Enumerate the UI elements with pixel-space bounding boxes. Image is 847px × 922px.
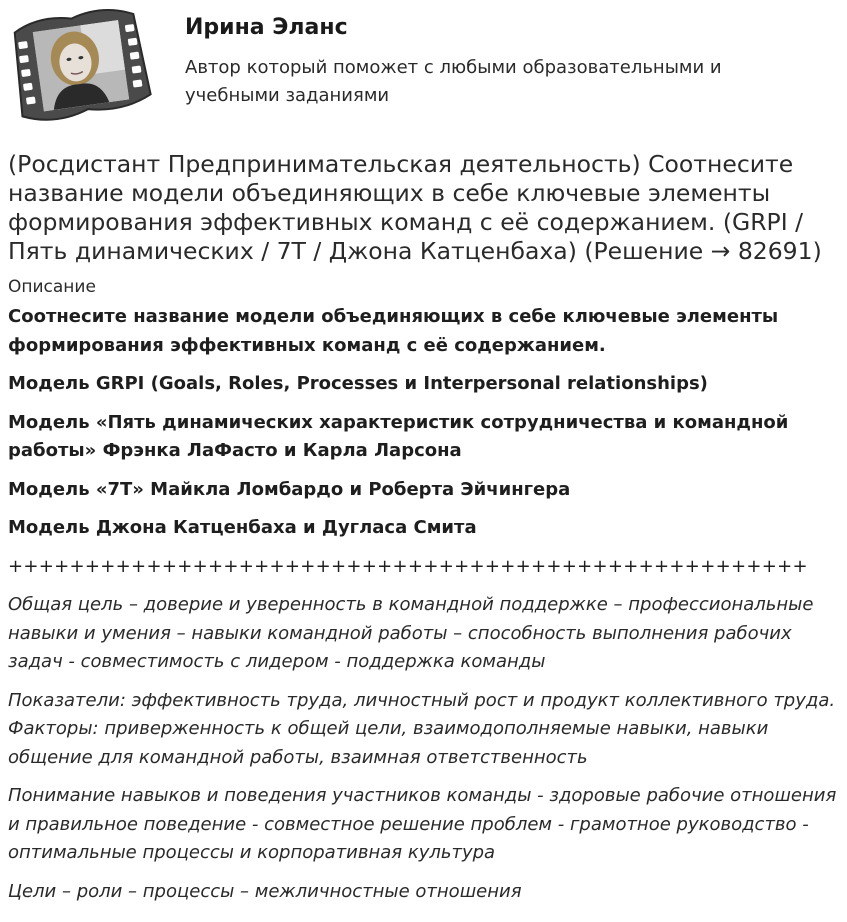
- model-item: Модель Джона Катценбаха и Дугласа Смита: [8, 517, 477, 538]
- answer-item: Понимание навыков и поведения участников команды - здоровые рабочие отношения и правильное поведение - совместное решение проблем - грамотное руководство - оптимальные процессы и корпоративная культура: [8, 785, 837, 863]
- author-name[interactable]: Ирина Эланс: [185, 15, 348, 40]
- answer-item: Цели – роли – процессы – межличностные отношения: [8, 880, 522, 902]
- description-label: Описание: [8, 277, 96, 297]
- page-title: (Росдистант Предпринимательская деятельность) Соотнесите название модели объединяющих в себе ключевые элементы формирования эффективных команд с её содержанием. (GRPI / Пять динамических / 7T / Джона Катценбаха) (Решение → 82691): [8, 150, 822, 265]
- description-body: [8, 303, 838, 916]
- answer-item: Показатели: эффективность труда, личностный рост и продукт коллективного труда. Факторы: приверженность к общей цели, взаимодополняемые навыки, навыки общение для командной работы, взаимная ответственность: [8, 689, 836, 768]
- separator-line: ++++++++++++++++++++++++++++++++++++++++++++++++++++: [8, 555, 808, 577]
- model-item: Модель «Пять динамических характеристик сотрудничества и командной работы» Фрэнка ЛаФасто и Карла Ларсона: [8, 411, 789, 461]
- task-text: Соотнесите название модели объединяющих в себе ключевые элементы формирования эффективных команд с её содержанием.: [8, 306, 779, 356]
- author-photo-icon: [6, 6, 152, 126]
- model-item: Модель «7Т» Майкла Ломбардо и Роберта Эйчингера: [8, 478, 571, 500]
- answer-item: Общая цель – доверие и уверенность в командной поддержке – профессиональные навыки и умения – навыки командной работы – способность выполнения рабочих задач - совместимость с лидером - поддержка команды: [8, 594, 814, 672]
- model-item: Модель GRPI (Goals, Roles, Processes и Interpersonal relationships): [8, 373, 708, 394]
- author-description: Автор который поможет с любыми образовательными и учебными заданиями: [185, 57, 722, 106]
- avatar[interactable]: [6, 6, 152, 126]
- author-card: [6, 4, 836, 126]
